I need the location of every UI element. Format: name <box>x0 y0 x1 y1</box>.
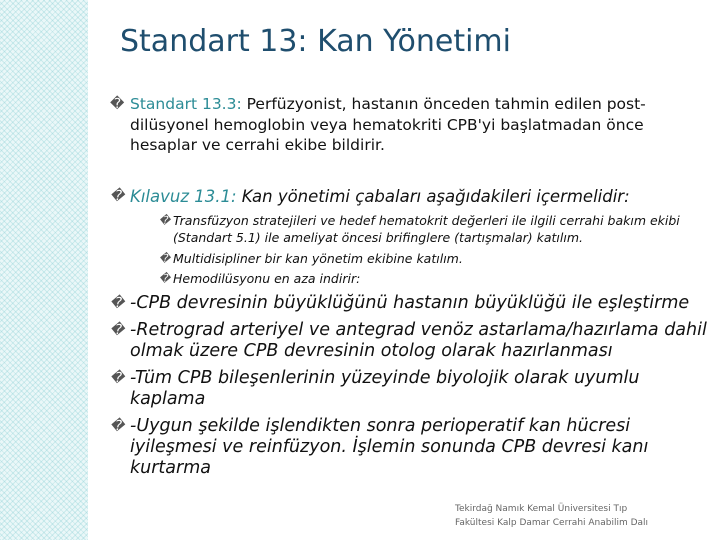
list-item <box>110 368 710 410</box>
sub-list-item-text: Multidisipliner bir kan yönetim ekibine katılım. <box>173 251 463 266</box>
standard-text: Perfüzyonist, hastanın önceden tahmin edilen post-dilüsyonel hemoglobin veya hematokriti CPB'yi başlatmadan önce hesaplar ve cerrahi ekibe bildirir. <box>130 95 646 154</box>
list-item-text: -Tüm CPB bileşenlerinin yüzeyinde biyolojik olarak uyumlu kaplama <box>130 368 640 409</box>
footer-line: Fakültesi Kalp Damar Cerrahi Anabilim Dalı <box>455 518 649 528</box>
list-item <box>110 320 710 362</box>
sub-list-item-text: Hemodilüsyonu en aza indirir: <box>173 271 361 286</box>
bullet-icon: � <box>159 272 171 285</box>
footer-institution <box>455 502 675 530</box>
bullet-icon: � <box>110 370 125 386</box>
footer-line: Tekirdağ Namık Kemal Üniversitesi Tıp <box>455 504 628 514</box>
bullet-icon: � <box>110 295 125 311</box>
bullet-icon: � <box>159 252 171 265</box>
standard-label: Standart 13.3: <box>130 95 242 113</box>
standard-13-3-paragraph <box>110 94 690 156</box>
list-item <box>110 416 710 479</box>
sub-list-item-text: Transfüzyon stratejileri ve hedef hematokrit değerleri ile ilgili cerrahi bakım ekibi (Standart 5.1) ile ameliyat öncesi brifinglere (tartışmalar) katılım. <box>173 213 680 245</box>
list-item-text: -Uygun şekilde işlendikten sonra perioperatif kan hücresi iyileşmesi ve reinfüzyon. İşlemin sonunda CPB devresi kanı kurtarma <box>130 416 649 478</box>
bullet-icon: � <box>110 188 125 204</box>
guideline-text: Kan yönetimi çabaları aşağıdakileri içermelidir: <box>236 187 630 206</box>
bullet-icon: � <box>110 96 125 112</box>
list-item <box>110 293 710 314</box>
list-item-text: -Retrograd arteriyel ve antegrad venöz astarlama/hazırlama dahil olmak üzere CPB devresinin otolog olarak hazırlanması <box>130 320 707 361</box>
bullet-icon: � <box>159 214 171 227</box>
sub-list-item <box>159 250 693 267</box>
list-item-text: -CPB devresinin büyüklüğünü hastanın büyüklüğü ile eşleştirme <box>130 293 690 313</box>
bullet-icon: � <box>110 322 125 338</box>
guideline-label: Kılavuz 13.1: <box>130 187 237 206</box>
guideline-13-1-paragraph <box>110 186 690 207</box>
sub-list-item <box>159 212 693 246</box>
slide-title: Standart 13: Kan Yönetimi <box>120 24 511 59</box>
decorative-left-band <box>0 0 88 540</box>
bullet-icon: � <box>110 418 125 434</box>
sub-list-item <box>159 270 693 287</box>
